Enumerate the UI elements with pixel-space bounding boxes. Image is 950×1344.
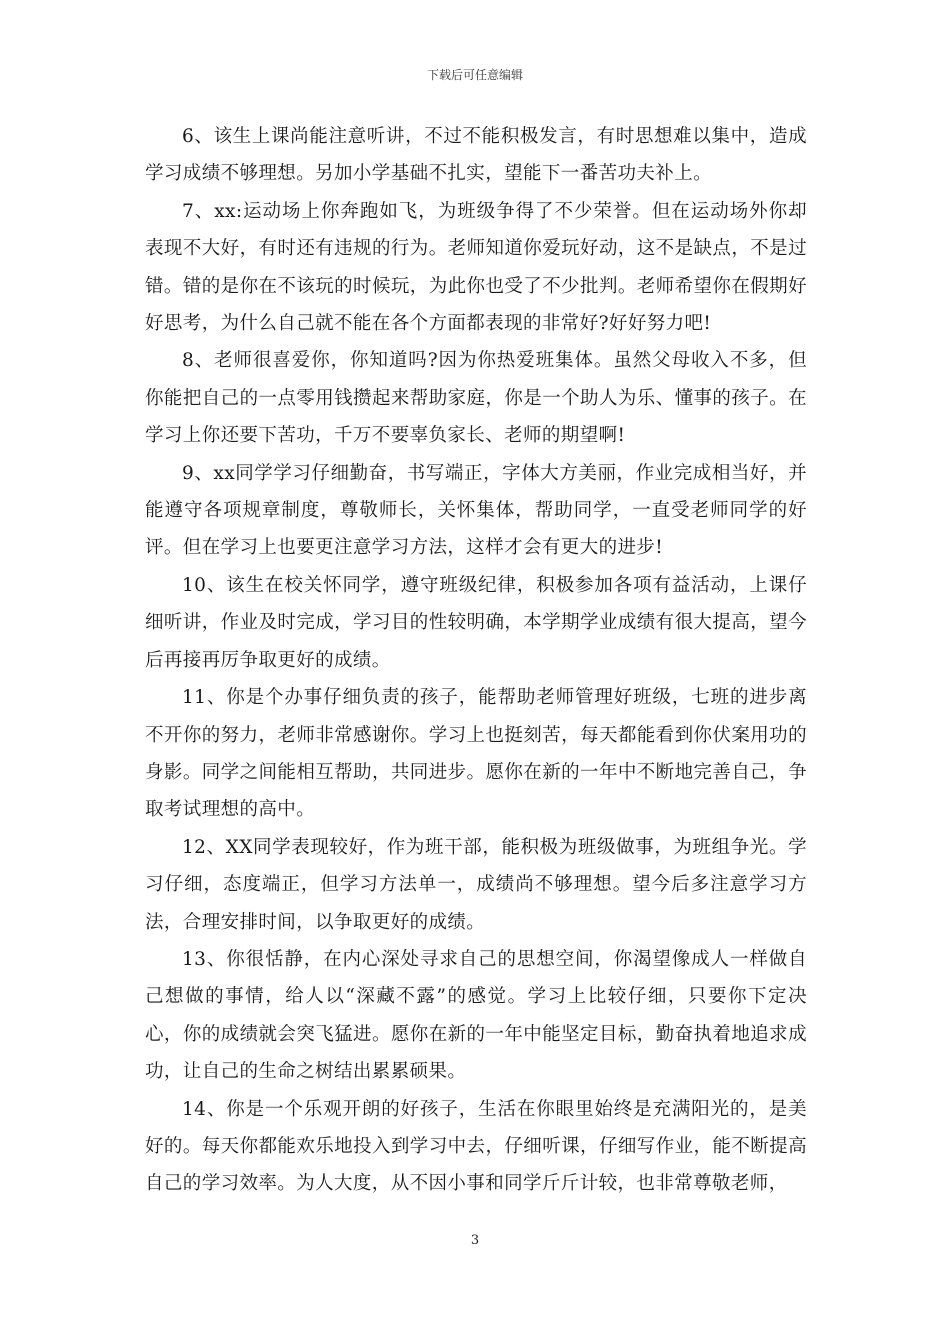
document-body (145, 118, 807, 1203)
paragraph-12: 12、XX同学表现较好，作为班干部，能积极为班级做事，为班组争光。学习仔细，态度端正，但学习方法单一，成绩尚不够理想。望今后多注意学习方法，合理安排时间，以争取更好的成绩。 (145, 836, 807, 933)
paragraph-14: 14、你是一个乐观开朗的好孩子，生活在你眼里始终是充满阳光的，是美好的。每天你都能欢乐地投入到学习中去，仔细听课，仔细写作业，能不断提高自己的学习效率。为人大度，从不因小事和同学斤斤计较，也非常尊敬老师， (145, 1098, 807, 1195)
paragraph-13: 13、你很恬静，在内心深处寻求自己的思想空间，你渴望像成人一样做自己想做的事情，给人以“深藏不露”的感觉。学习上比较仔细，只要你下定决心，你的成绩就会突飞猛进。愿你在新的一年中能坚定目标，勤奋执着地追求成功，让自己的生命之树结出累累硕果。 (145, 948, 807, 1083)
paragraph-7: 7、xx:运动场上你奔跑如飞，为班级争得了不少荣誉。但在运动场外你却表现不大好，有时还有违规的行为。老师知道你爱玩好动，这不是缺点，不是过错。错的是你在不该玩的时候玩，为此你也受了不少批判。老师希望你在假期好好思考，为什么自己就不能在各个方面都表现的非常好?好好努力吧! (145, 200, 807, 335)
paragraph-8: 8、老师很喜爱你，你知道吗?因为你热爱班集体。虽然父母收入不多，但你能把自己的一点零用钱攒起来帮助家庭，你是一个助人为乐、懂事的孩子。在学习上你还要下苦功，千万不要辜负家长、老师的期望啊! (145, 350, 807, 447)
paragraph-10: 10、该生在校关怀同学，遵守班级纪律，积极参加各项有益活动，上课仔细听讲，作业及时完成，学习目的性较明确，本学期学业成绩有很大提高，望今后再接再厉争取更好的成绩。 (145, 574, 807, 671)
paragraph-6: 6、该生上课尚能注意听讲，不过不能积极发言，有时思想难以集中，造成学习成绩不够理想。另加小学基础不扎实，望能下一番苦功夫补上。 (145, 126, 807, 185)
paragraph-11: 11、你是个办事仔细负责的孩子，能帮助老师管理好班级，七班的进步离不开你的努力，老师非常感谢你。学习上也挺刻苦，每天都能看到你伏案用功的身影。同学之间能相互帮助，共同进步。愿你在新的一年中不断地完善自己，争取考试理想的高中。 (145, 687, 807, 821)
page-number: 3 (470, 1233, 480, 1248)
paragraph-9: 9、xx同学学习仔细勤奋，书写端正，字体大方美丽，作业完成相当好，并能遵守各项规章制度，尊敬师长，关怀集体，帮助同学，一直受老师同学的好评。但在学习上也要更注意学习方法，这样才会有更大的进步! (145, 462, 807, 559)
page-header: 下载后可任意编辑 (426, 68, 523, 82)
